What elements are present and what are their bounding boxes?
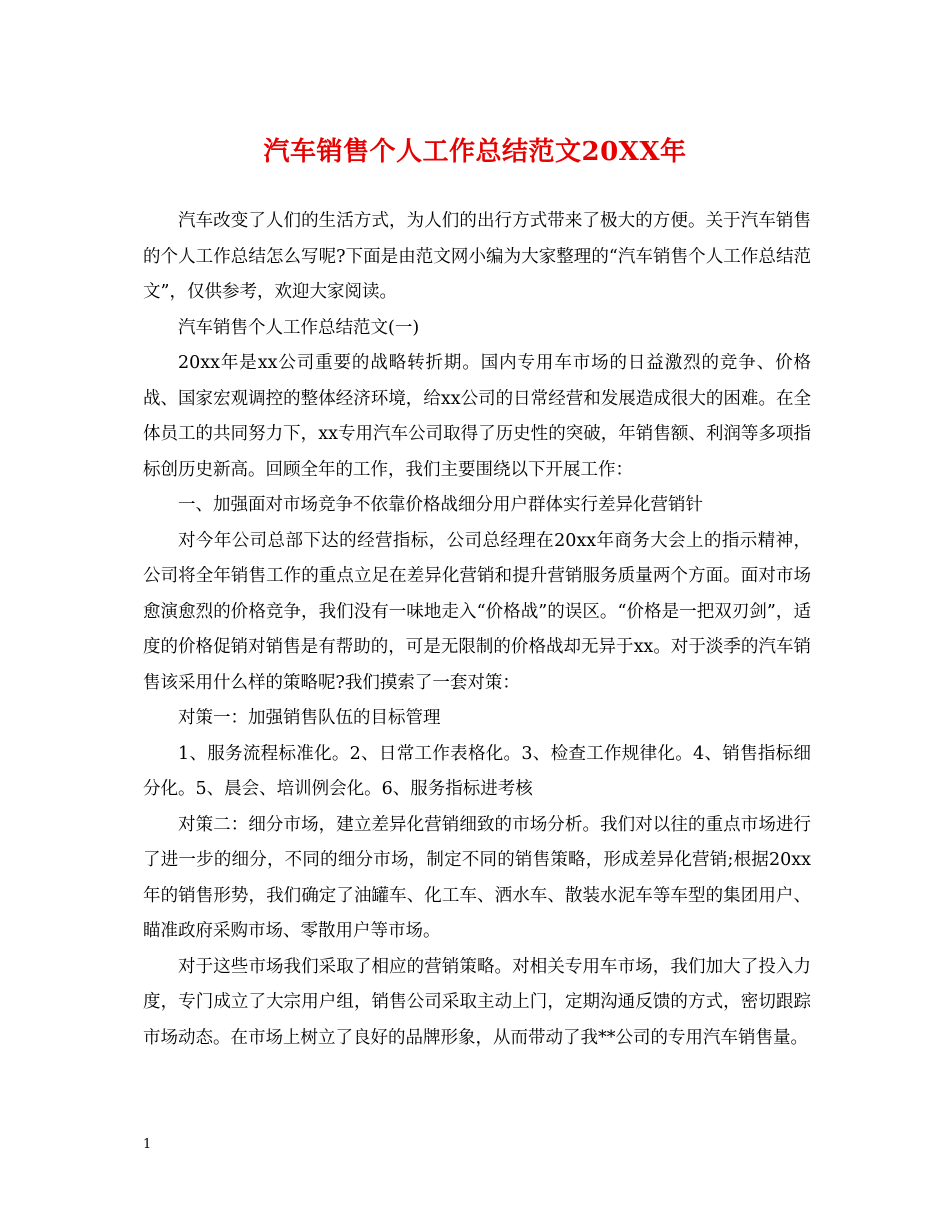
subheading-strategy: 一、加强面对市场竞争不依靠价格战细分用户群体实行差异化营销针 bbox=[178, 495, 703, 515]
overview-paragraph: 20xx年是xx公司重要的战略转折期。国内专用车市场的日益激烈的竞争、价格战、国家宏观调控的整体经济环境，给xx公司的日常经营和发展造成很大的困难。在全体员工的共同努力下，xx专用汽车公司取得了历史性的突破，年销售额、利润等多项指标创历史新高。回顾全年的工作，我们主要围绕以下开展工作： bbox=[143, 353, 811, 480]
strategy-paragraph: 对今年公司总部下达的经营指标，公司总经理在20xx年商务大会上的指示精神，公司将全年销售工作的重点立足在差异化营销和提升营销服务质量两个方面。面对市场愈演愈烈的价格竞争，我们没有一味地走入“价格战”的误区。“价格是一把双刃剑”，适度的价格促销对销售是有帮助的，可是无限制的价格战却无异于xx。对于淡季的汽车销售该采用什么样的策略呢?我们摸索了一套对策： bbox=[143, 530, 811, 693]
market-strategy-paragraph: 对于这些市场我们采取了相应的营销策略。对相关专用车市场，我们加大了投入力度，专门成立了大宗用户组，销售公司采取主动上门，定期沟通反馈的方式，密切跟踪市场动态。在市场上树立了良好的品牌形象，从而带动了我**公司的专用汽车销售量。 bbox=[143, 956, 811, 1048]
countermeasure-one-heading: 对策一：加强销售队伍的目标管理 bbox=[178, 708, 441, 728]
intro-paragraph: 汽车改变了人们的生活方式，为人们的出行方式带来了极大的方便。关于汽车销售的个人工作总结怎么写呢?下面是由范文网小编为大家整理的“汽车销售个人工作总结范文”，仅供参考，欢迎大家阅读。 bbox=[143, 211, 811, 302]
document-title: 汽车销售个人工作总结范文20XX年 bbox=[263, 137, 687, 167]
section-heading-one: 汽车销售个人工作总结范文(一) bbox=[178, 317, 420, 338]
page-number: 1 bbox=[143, 1137, 152, 1152]
countermeasure-one-list: 1、服务流程标准化。2、日常工作表格化。3、检查工作规律化。4、销售指标细分化。5、晨会、培训例会化。6、服务指标进考核 bbox=[143, 743, 811, 799]
countermeasure-two-paragraph: 对策二：细分市场，建立差异化营销细致的市场分析。我们对以往的重点市场进行了进一步的细分，不同的细分市场，制定不同的销售策略，形成差异化营销;根据20xx年的销售形势，我们确定了油罐车、化工车、洒水车、散装水泥车等车型的集团用户、瞄准政府采购市场、零散用户等市场。 bbox=[143, 814, 811, 941]
document-body bbox=[143, 204, 811, 1056]
